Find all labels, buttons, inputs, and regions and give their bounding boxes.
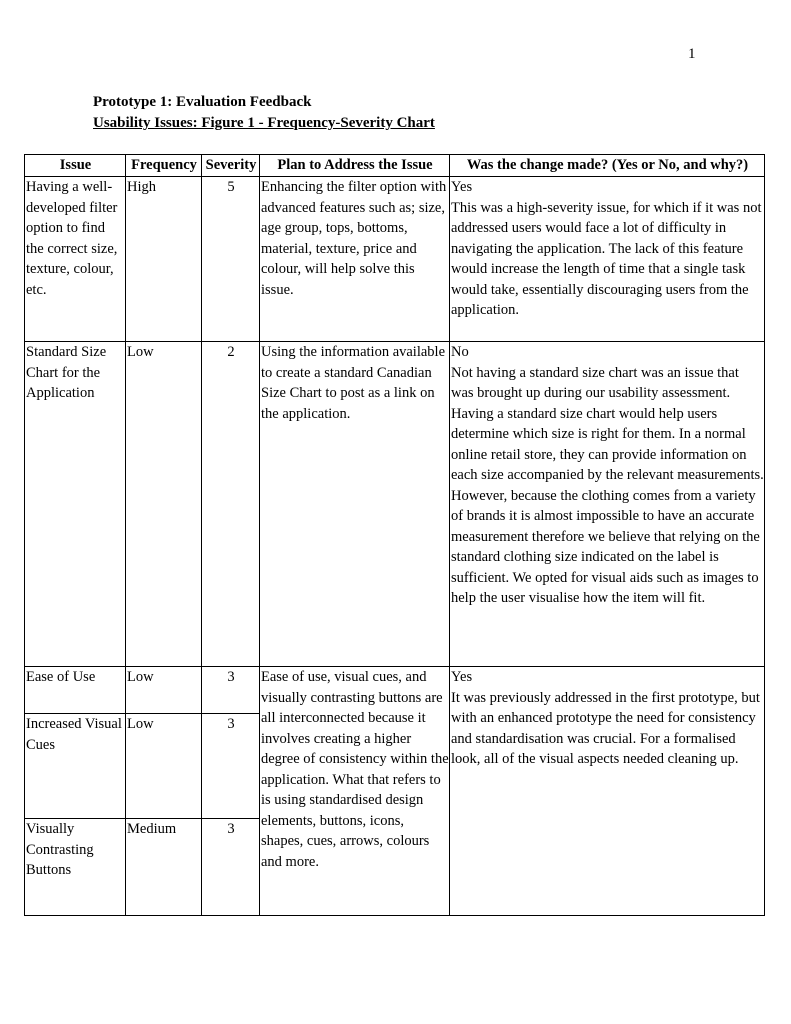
change-answer: No [451, 344, 469, 360]
document-subtitle: Usability Issues: Figure 1 - Frequency-Severity Chart [93, 115, 435, 131]
table-row [25, 177, 765, 342]
frequency-cell: Low [126, 714, 202, 819]
issue-cell: Standard Size Chart for the Application [25, 342, 126, 667]
frequency-cell: High [126, 177, 202, 342]
header-frequency: Frequency [126, 155, 202, 177]
issue-cell: Ease of Use [25, 667, 126, 714]
plan-cell: Using the information available to create a standard Canadian Size Chart to post as a link on the application. [260, 342, 450, 667]
header-issue: Issue [25, 155, 126, 177]
change-reason: This was a high-severity issue, for which if it was not addressed users would face a lot of difficulty in navigating the application. The lack of this feature would increase the length of time that a single task would take, essentially discouraging users from the application. [451, 199, 762, 318]
header-severity: Severity [202, 155, 260, 177]
header-change: Was the change made? (Yes or No, and why?) [450, 155, 765, 177]
page-number: 1 [688, 46, 696, 62]
change-reason: Not having a standard size chart was an issue that was brought up during our usability assessment. Having a standard size chart would help users determine which size is right for them. In a normal online retail store, they can provide information on each size accompanied by the relevant measurements. However, because the clothing comes from a variety of brands it is almost impossible to have an accurate measurement therefore we believe that relying on the standard clothing size indicated on the label is sufficient. We opted for visual aids such as images to help the user visualise how the item will fit. [451, 364, 764, 606]
change-cell [450, 177, 765, 342]
severity-cell: 3 [202, 819, 260, 916]
severity-cell: 5 [202, 177, 260, 342]
issue-cell: Having a well-developed filter option to find the correct size, texture, colour, etc. [25, 177, 126, 342]
change-answer: Yes [451, 179, 473, 195]
change-cell [450, 342, 765, 667]
frequency-cell: Medium [126, 819, 202, 916]
change-cell [450, 667, 765, 916]
header-plan: Plan to Address the Issue [260, 155, 450, 177]
severity-cell: 3 [202, 714, 260, 819]
document-title: Prototype 1: Evaluation Feedback [93, 94, 312, 110]
table-row [25, 342, 765, 667]
frequency-cell: Low [126, 342, 202, 667]
frequency-cell: Low [126, 667, 202, 714]
severity-cell: 2 [202, 342, 260, 667]
table-row [25, 667, 765, 714]
table-header-row [25, 155, 765, 177]
severity-cell: 3 [202, 667, 260, 714]
change-reason: It was previously addressed in the first prototype, but with an enhanced prototype the need for consistency and standardisation was crucial. For a formalised look, all of the visual aspects needed cleaning up. [451, 689, 760, 767]
plan-cell: Enhancing the filter option with advanced features such as; size, age group, tops, bottoms, material, texture, price and colour, will help solve this issue. [260, 177, 450, 342]
frequency-severity-table [24, 154, 765, 916]
issue-cell: Visually Contrasting Buttons [25, 819, 126, 916]
plan-cell: Ease of use, visual cues, and visually contrasting buttons are all interconnected because it involves creating a higher degree of consistency within the application. What that refers to is using standardised design elements, buttons, icons, shapes, cues, arrows, colours and more. [260, 667, 450, 916]
issue-cell: Increased Visual Cues [25, 714, 126, 819]
change-answer: Yes [451, 669, 473, 685]
